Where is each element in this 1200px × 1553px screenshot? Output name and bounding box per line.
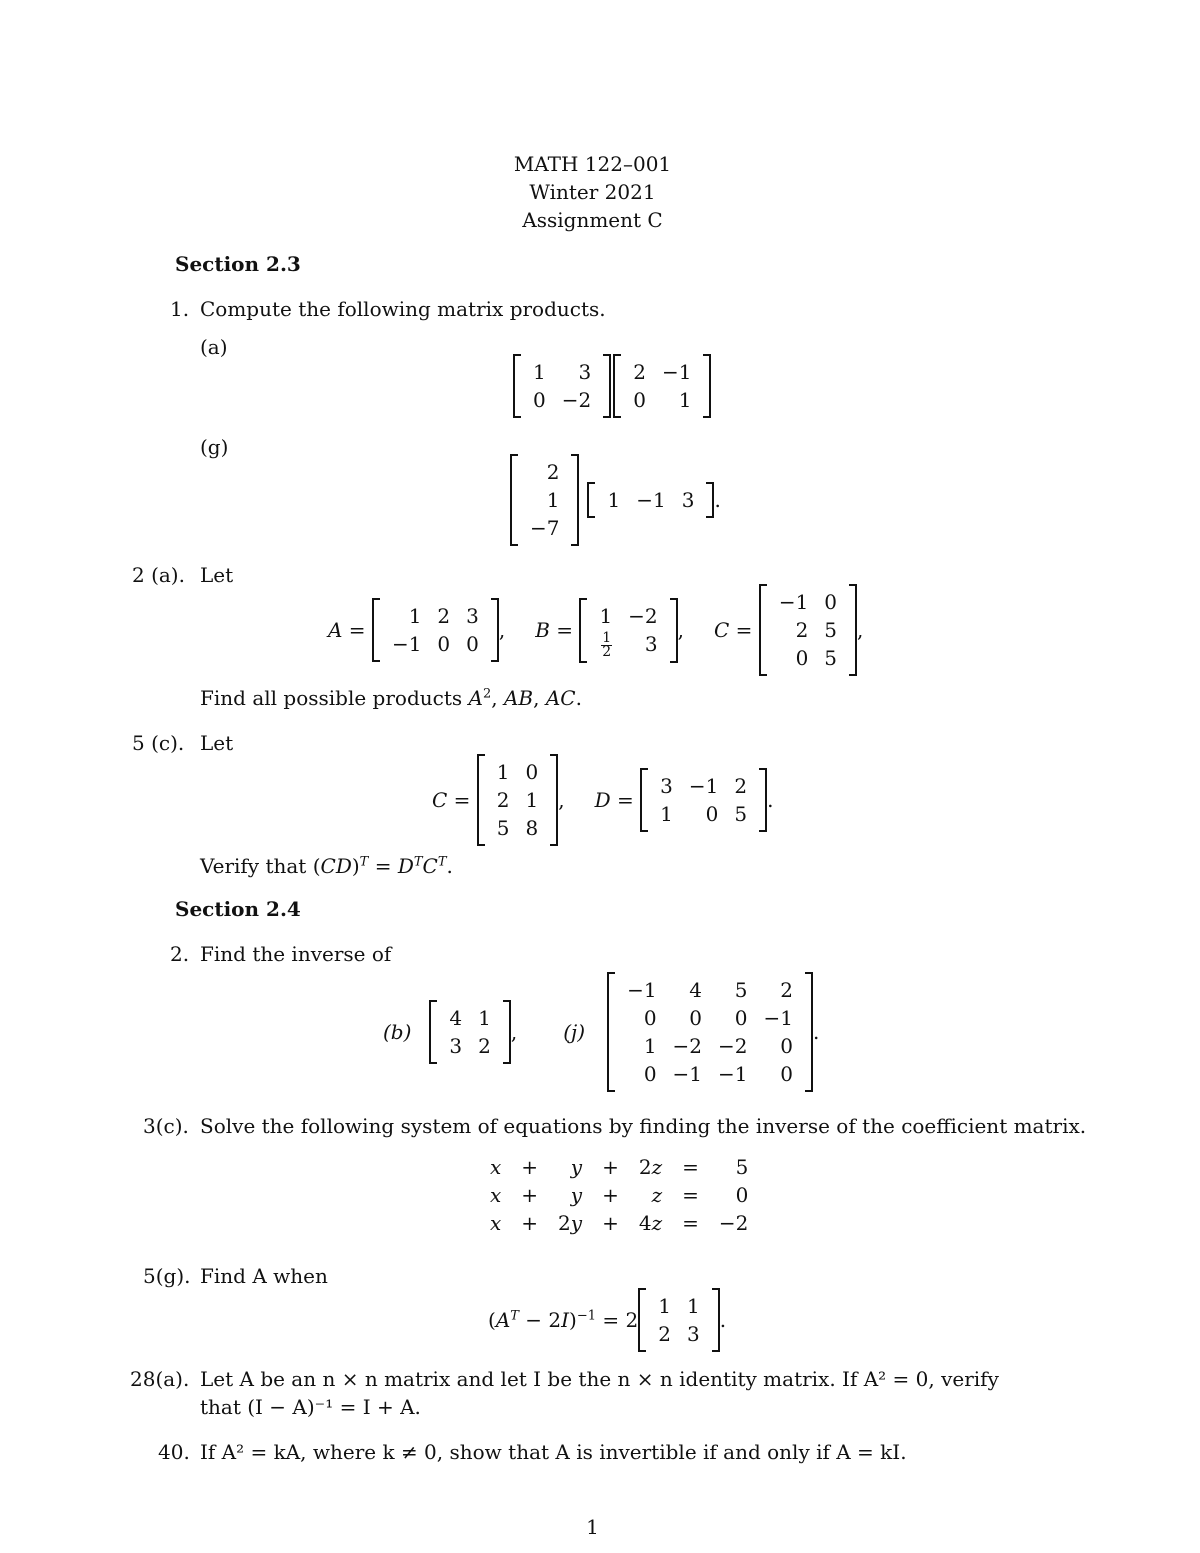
question-text: Compute the following matrix products. <box>200 297 606 321</box>
inverse-equation: $(A^T - 2I)^{-1} = 2$ 1 1 2 3 . <box>488 1294 727 1346</box>
assignment-title: Assignment C <box>522 208 663 232</box>
question-text: Find A when <box>200 1264 328 1288</box>
matrix: 1 0 2 1 5 8 <box>477 758 558 842</box>
question-text: Find the inverse of <box>200 942 392 966</box>
question-number: 40. <box>158 1440 190 1464</box>
question-number: 3(c). <box>143 1114 189 1138</box>
question-number: 5 (c). <box>132 731 185 755</box>
section-heading-2-4: Section 2.4 <box>175 897 301 921</box>
page-number: 1 <box>586 1515 599 1539</box>
part-label: (j) <box>563 1019 586 1044</box>
matrix: 1 2 3 −1 0 0 <box>372 602 499 658</box>
part-label: (a) <box>200 335 228 359</box>
question-number: 1. <box>170 297 190 321</box>
question-text: Let <box>200 731 234 755</box>
question-number: 28(a). <box>130 1367 190 1391</box>
question-number: 5(g). <box>143 1264 191 1288</box>
course-title: MATH 122–001 <box>513 152 672 176</box>
part-label: (b) <box>383 1019 412 1044</box>
matrix: 1 −2 $\frac{1}{2}$ 3 <box>579 602 677 659</box>
question-text: Solve the following system of equations by finding the inverse of the coefficient matrix. <box>200 1114 1087 1138</box>
matrix: 3 −1 2 1 0 5 <box>640 772 767 828</box>
section-heading-2-3: Section 2.3 <box>175 252 301 276</box>
question-number: 2 (a). <box>132 563 185 587</box>
question-number: 2. <box>170 942 190 966</box>
term: Winter 2021 <box>529 180 656 204</box>
equation-system: x + y + 2z = 5 x + y + z = 0 x + 2y + 4z = −2 <box>490 1154 749 1235</box>
matrix: −1 0 2 5 0 5 <box>759 588 857 672</box>
inverse-matrices: (b) 4 1 3 2 , (j) −1 4 5 2 0 0 0 −1 1 −2 −2 0 0 −1 −1 0 . <box>383 978 820 1086</box>
document-header <box>0 150 1185 234</box>
question-text: Find all possible products $A^2$, AB, AC. <box>200 686 582 710</box>
question-text: Verify that $(CD)^T = D^TC^T$. <box>200 854 453 878</box>
question-text: that (I − A)⁻¹ = I + A. <box>200 1395 421 1419</box>
matrix: 4 1 3 2 <box>429 1004 510 1060</box>
matrix: 1 −1 3 <box>587 486 714 514</box>
matrix-product-g: 2 1 −7 1 −1 3 . <box>510 458 721 542</box>
matrix-definitions-q2: A = 1 2 3 −1 0 0 , B = 1 −2 $\frac{1}{2}$ 3 , C = −1 0 2 5 0 5 , <box>328 590 864 670</box>
question-text: Let A be an n × n matrix and let I be the n × n identity matrix. If A² = 0, verify <box>200 1367 999 1391</box>
matrix-product-a <box>513 358 711 414</box>
matrix: −1 4 5 2 0 0 0 −1 1 −2 −2 0 0 −1 −1 0 <box>607 976 813 1088</box>
matrix: 1 1 2 3 <box>638 1292 719 1348</box>
question-text: If A² = kA, where k ≠ 0, show that A is invertible if and only if A = kI. <box>200 1440 907 1464</box>
matrix: 2 −1 0 1 <box>613 358 711 414</box>
matrix-definitions-q5: C = 1 0 2 1 5 8 , D = 3 −1 2 1 0 5 . <box>432 760 774 840</box>
matrix: 1 3 0 −2 <box>513 358 611 414</box>
matrix: 2 1 −7 <box>510 458 579 542</box>
question-text: Let <box>200 563 234 587</box>
part-label: (g) <box>200 435 229 459</box>
